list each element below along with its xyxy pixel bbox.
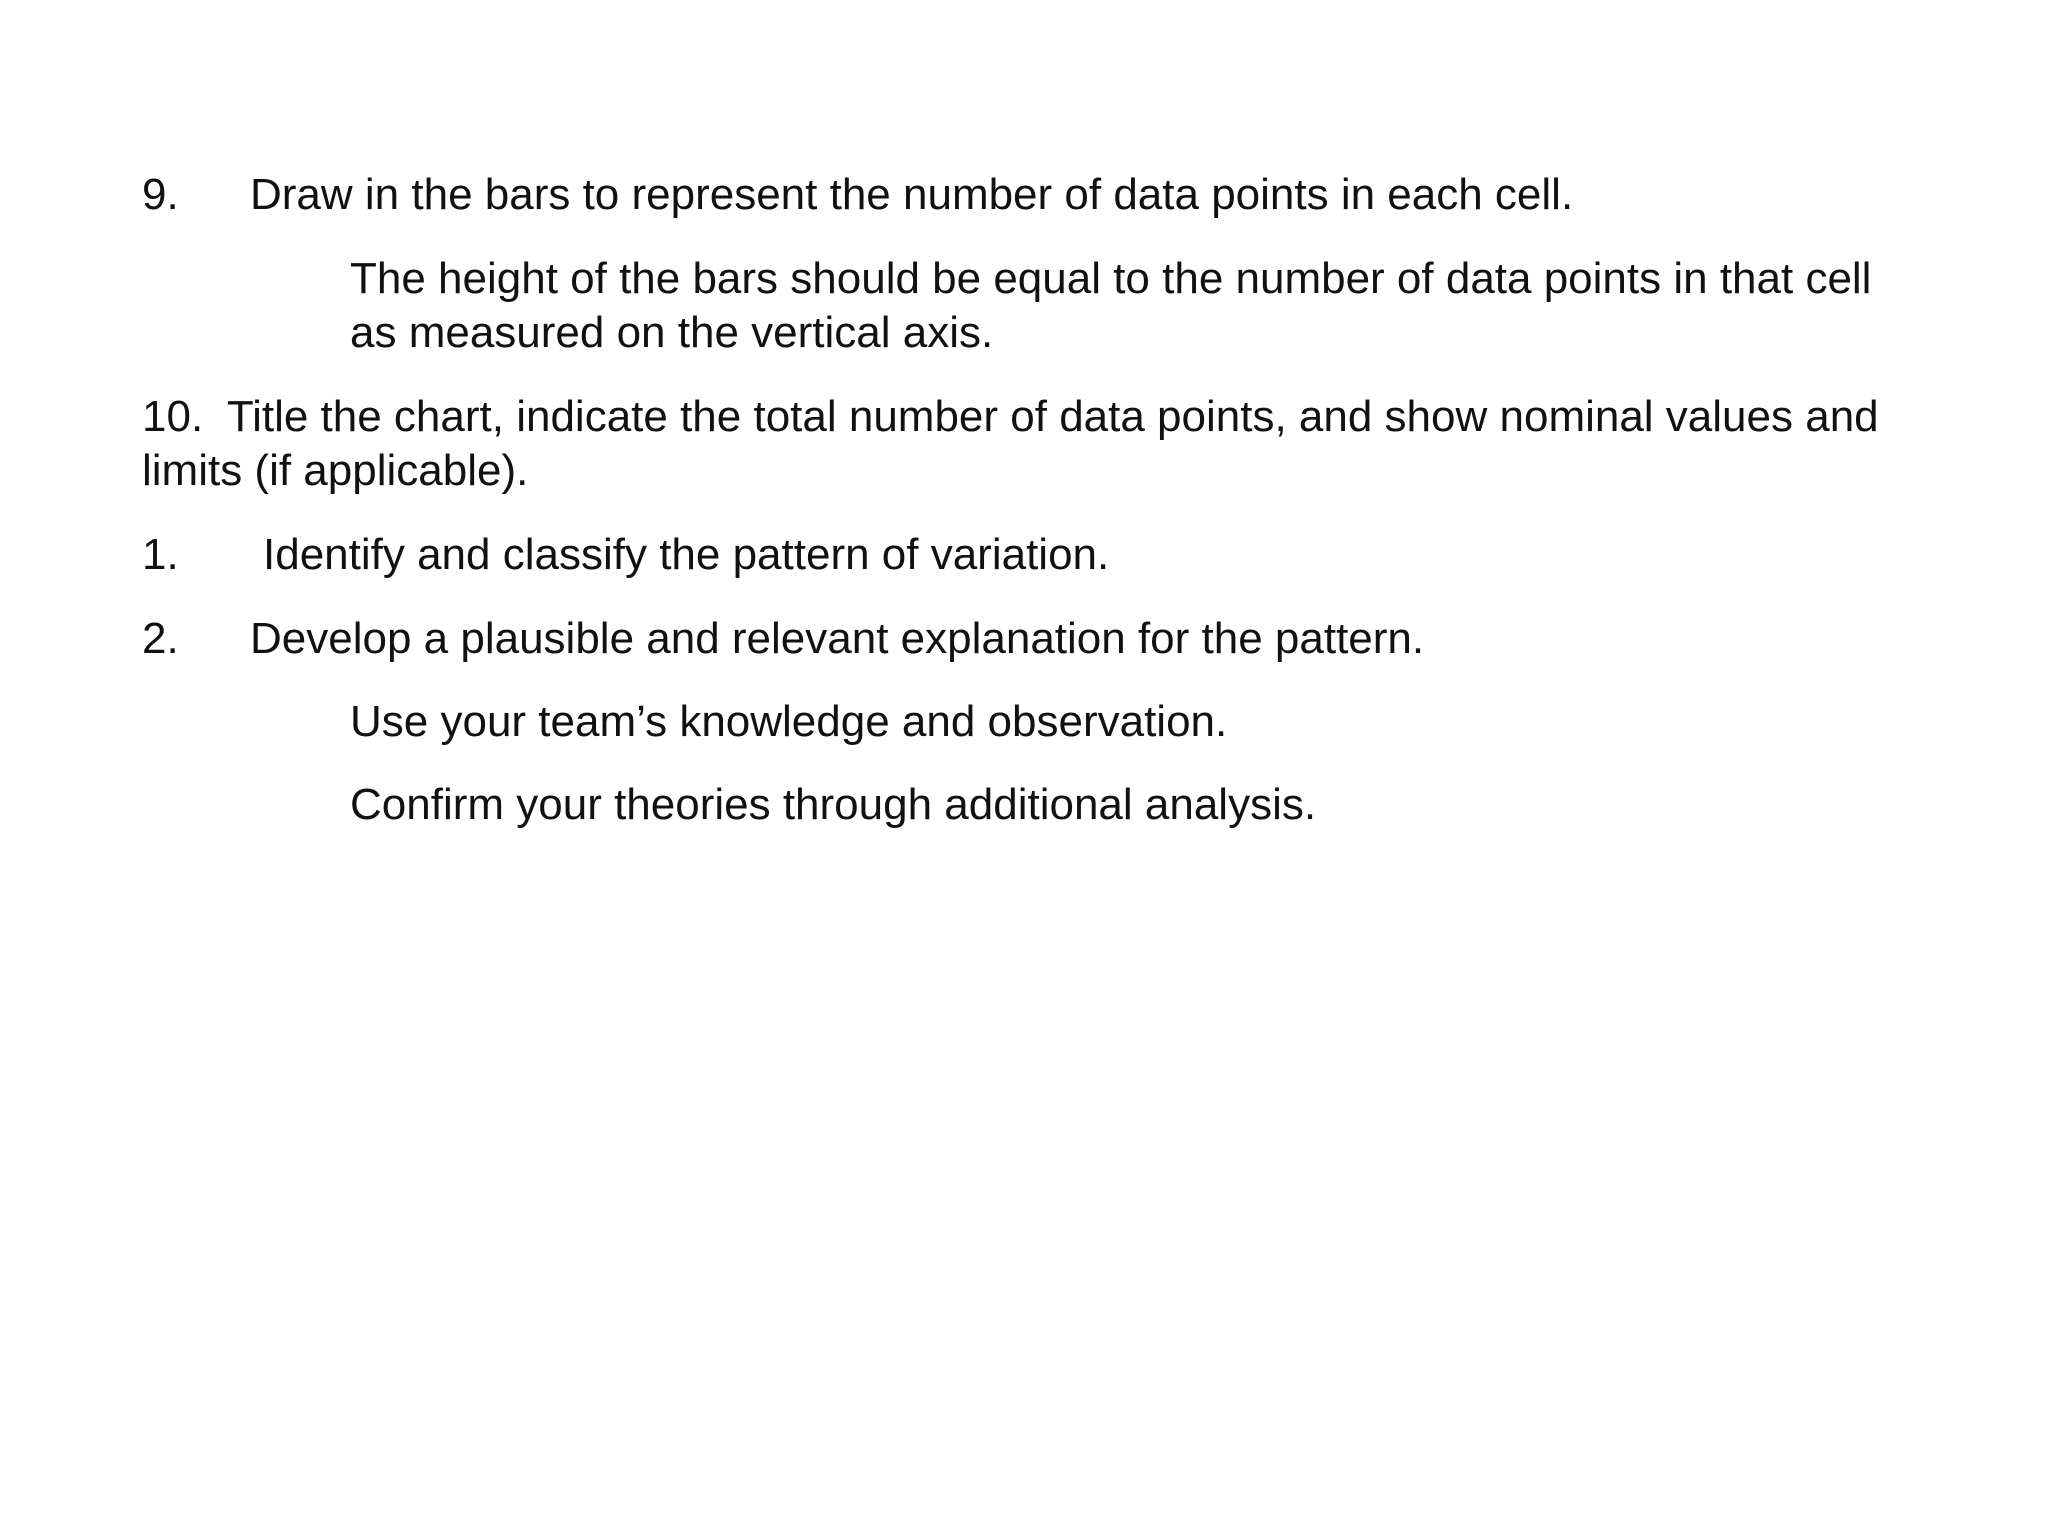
- item-number: 2.: [142, 614, 179, 663]
- sub-item-text: Use your team’s knowledge and observation.: [350, 697, 1228, 746]
- item-number: 1.: [142, 530, 179, 579]
- item-number: 10.: [142, 392, 204, 441]
- sub-item-text: The height of the bars should be equal to the number of data points in that cell as measured on the vertical axis.: [350, 254, 1872, 357]
- item-text: Develop a plausible and relevant explanation for the pattern.: [250, 614, 1425, 663]
- item-text: Title the chart, indicate the total number of data points, and show nominal values and limits (if applicable).: [142, 392, 1879, 495]
- item-10-block: [142, 390, 1902, 498]
- sub-item-text: Confirm your theories through additional analysis.: [350, 780, 1317, 829]
- item-number: 9.: [142, 170, 179, 219]
- item-text: Identify and classify the pattern of variation.: [263, 530, 1110, 579]
- item-text: Draw in the bars to represent the number of data points in each cell.: [250, 170, 1574, 219]
